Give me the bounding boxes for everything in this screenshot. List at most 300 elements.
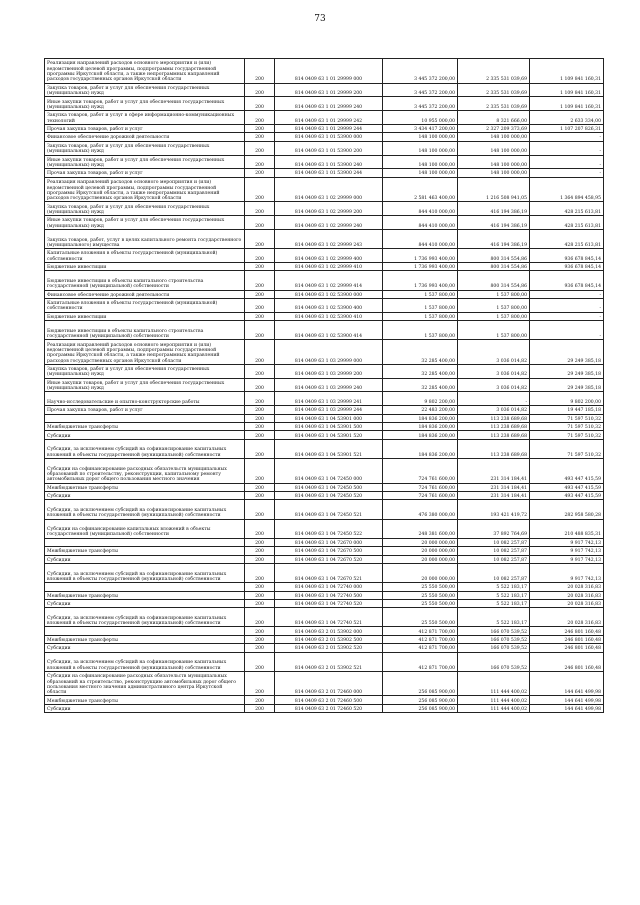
- row-code-cell: 814 0409 63 1 04 53901 520: [275, 431, 383, 439]
- row-executed-cell: 416 194 386,19: [458, 216, 530, 230]
- row-approved-cell: 3 445 372 200,00: [383, 59, 458, 84]
- row-approved-cell: 148 100 000,00: [383, 133, 458, 141]
- row-executed-cell: 148 100 000,00: [458, 141, 530, 155]
- row-approved-cell: 1 537 800,00: [383, 290, 458, 298]
- row-remaining-cell: 493 447 415,59: [530, 459, 604, 484]
- row-grbs-cell: 200: [245, 591, 275, 599]
- table-row: [45, 406, 604, 414]
- table-row: [45, 83, 604, 97]
- row-grbs-cell: 200: [245, 439, 275, 458]
- row-grbs-cell: 200: [245, 321, 275, 340]
- row-name-cell: Реализация направлений расходов основного мероприятия и (или) ведомственной целевой программы, подпрограммы государственной программы Иркутской области, а также непрограммных направлений расходов государственных органов Иркутской области: [45, 177, 245, 202]
- row-remaining-cell: 246 801 160,48: [530, 627, 604, 635]
- row-code-cell: 814 0409 63 1 02 53900 410: [275, 312, 383, 320]
- row-code-cell: 814 0409 63 1 04 72450 500: [275, 483, 383, 491]
- row-executed-cell: 5 522 183,17: [458, 599, 530, 607]
- row-grbs-cell: 200: [245, 124, 275, 132]
- row-name-cell: Субсидии: [45, 704, 245, 712]
- row-name-cell: Финансовое обеспечение дорожной деятельности: [45, 133, 245, 141]
- row-code-cell: 814 0409 63 1 02 29999 400: [275, 249, 383, 263]
- row-executed-cell: 10 082 257,87: [458, 563, 530, 582]
- row-name-cell: Закупка товаров, работ и услуг для обеспечения государственных (муниципальных) нужд: [45, 141, 245, 155]
- row-executed-cell: 193 421 419,72: [458, 500, 530, 519]
- row-grbs-cell: 200: [245, 704, 275, 712]
- row-executed-cell: 166 070 539,52: [458, 652, 530, 671]
- row-code-cell: 814 0409 63 1 01 53900 200: [275, 141, 383, 155]
- row-remaining-cell: 20 028 316,83: [530, 608, 604, 627]
- row-code-cell: 814 0409 63 1 04 72450 000: [275, 459, 383, 484]
- row-name-cell: Субсидии на софинансирование капитальных вложений в объекты государственной (муниципальной) собственности: [45, 519, 245, 538]
- row-remaining-cell: 282 958 580,28: [530, 500, 604, 519]
- row-code-cell: 814 0409 63 1 04 72740 520: [275, 599, 383, 607]
- row-approved-cell: 1 736 993 400,00: [383, 249, 458, 263]
- row-code-cell: 814 0409 63 1 04 72450 520: [275, 491, 383, 499]
- row-approved-cell: 256 085 900,00: [383, 696, 458, 704]
- row-remaining-cell: 246 801 160,48: [530, 644, 604, 652]
- row-name-cell: Закупка товаров, работ, услуг в целях капитального ремонта государственного (муниципального) имущества: [45, 229, 245, 248]
- table-row: [45, 671, 604, 696]
- row-executed-cell: 113 238 689,68: [458, 439, 530, 458]
- row-grbs-cell: 200: [245, 364, 275, 378]
- table-row: [45, 563, 604, 582]
- row-approved-cell: 22 483 200,00: [383, 406, 458, 414]
- row-executed-cell: 5 522 183,17: [458, 608, 530, 627]
- row-executed-cell: 3 036 014,82: [458, 340, 530, 365]
- row-executed-cell: 5 522 183,17: [458, 591, 530, 599]
- table-row: [45, 249, 604, 263]
- row-executed-cell: 1 537 800,00: [458, 321, 530, 340]
- table-row: [45, 644, 604, 652]
- row-name-cell: Бюджетные инвестиции в объекты капитального строительства государственной (муниципальной) собственности: [45, 321, 245, 340]
- row-executed-cell: 231 314 184,41: [458, 483, 530, 491]
- row-grbs-cell: 200: [245, 423, 275, 431]
- row-remaining-cell: 19 447 185,18: [530, 406, 604, 414]
- row-approved-cell: 25 550 500,00: [383, 608, 458, 627]
- row-code-cell: 814 0409 63 1 01 29999 240: [275, 97, 383, 111]
- row-approved-cell: 412 871 700,00: [383, 627, 458, 635]
- row-code-cell: 814 0409 63 1 01 53900 244: [275, 169, 383, 177]
- row-approved-cell: 412 871 700,00: [383, 652, 458, 671]
- row-code-cell: 814 0409 63 2 01 53902 000: [275, 627, 383, 635]
- row-executed-cell: 416 194 386,19: [458, 202, 530, 216]
- row-code-cell: 814 0409 63 1 04 53901 521: [275, 439, 383, 458]
- row-code-cell: 814 0409 63 1 04 72740 000: [275, 583, 383, 591]
- row-remaining-cell: 144 641 499,98: [530, 696, 604, 704]
- table-row: [45, 608, 604, 627]
- row-approved-cell: 724 761 600,00: [383, 459, 458, 484]
- row-code-cell: 814 0409 63 2 01 72460 500: [275, 696, 383, 704]
- row-code-cell: 814 0409 63 1 02 29999 410: [275, 262, 383, 270]
- table-row: [45, 439, 604, 458]
- row-approved-cell: 412 871 700,00: [383, 644, 458, 652]
- row-remaining-cell: 1 107 207 826,31: [530, 124, 604, 132]
- row-approved-cell: 25 550 500,00: [383, 599, 458, 607]
- row-approved-cell: 32 285 400,00: [383, 378, 458, 392]
- table-row: [45, 216, 604, 230]
- row-name-cell: Иные закупки товаров, работ и услуг для обеспечения государственных (муниципальных) нужд: [45, 216, 245, 230]
- row-approved-cell: 148 100 000,00: [383, 169, 458, 177]
- row-grbs-cell: 200: [245, 97, 275, 111]
- row-executed-cell: 113 238 689,68: [458, 431, 530, 439]
- table-row: [45, 519, 604, 538]
- row-grbs-cell: 200: [245, 229, 275, 248]
- row-remaining-cell: 1 109 841 160,31: [530, 59, 604, 84]
- row-approved-cell: 476 380 000,00: [383, 500, 458, 519]
- row-grbs-cell: 200: [245, 249, 275, 263]
- row-remaining-cell: 9 917 742,13: [530, 563, 604, 582]
- row-remaining-cell: 71 597 510,32: [530, 431, 604, 439]
- page-number: 73: [314, 14, 326, 24]
- table-row: [45, 340, 604, 365]
- row-name-cell: Субсидии, за исключением субсидий на софинансирование капитальных вложений в объекты государственной (муниципальной) собственности: [45, 563, 245, 582]
- row-name-cell: Межбюджетные трансферты: [45, 423, 245, 431]
- row-remaining-cell: 9 917 742,13: [530, 538, 604, 546]
- row-remaining-cell: 428 215 613,81: [530, 229, 604, 248]
- row-name-cell: Межбюджетные трансферты: [45, 547, 245, 555]
- row-code-cell: 814 0409 63 1 02 53900 000: [275, 290, 383, 298]
- table-row: [45, 500, 604, 519]
- row-executed-cell: -: [458, 392, 530, 406]
- row-executed-cell: 113 238 689,68: [458, 423, 530, 431]
- row-remaining-cell: 29 249 385,18: [530, 378, 604, 392]
- row-remaining-cell: 9 917 742,13: [530, 555, 604, 563]
- row-remaining-cell: -: [530, 298, 604, 312]
- row-remaining-cell: 1 109 841 160,31: [530, 83, 604, 97]
- table-row: [45, 155, 604, 169]
- row-code-cell: 814 0409 63 1 02 29999 200: [275, 202, 383, 216]
- row-approved-cell: 25 550 500,00: [383, 591, 458, 599]
- table-row: [45, 59, 604, 84]
- table-row: [45, 483, 604, 491]
- table-row: [45, 169, 604, 177]
- row-approved-cell: 256 085 900,00: [383, 671, 458, 696]
- row-grbs-cell: 200: [245, 519, 275, 538]
- row-remaining-cell: 29 249 385,18: [530, 364, 604, 378]
- table-row: [45, 177, 604, 202]
- row-name-cell: Иные закупки товаров, работ и услуг для обеспечения государственных (муниципальных) нужд: [45, 378, 245, 392]
- row-executed-cell: 3 036 014,82: [458, 378, 530, 392]
- row-code-cell: 814 0409 63 1 04 72670 000: [275, 538, 383, 546]
- row-approved-cell: 20 000 000,00: [383, 555, 458, 563]
- table-row: [45, 321, 604, 340]
- row-remaining-cell: 246 801 160,48: [530, 635, 604, 643]
- row-grbs-cell: 200: [245, 59, 275, 84]
- row-remaining-cell: 1 109 841 160,31: [530, 97, 604, 111]
- row-executed-cell: 148 100 000,00: [458, 155, 530, 169]
- row-name-cell: [45, 583, 245, 591]
- row-grbs-cell: 200: [245, 133, 275, 141]
- row-name-cell: Субсидии, за исключением субсидий на софинансирование капитальных вложений в объекты государственной (муниципальной) собственности: [45, 500, 245, 519]
- row-name-cell: Прочая закупка товаров, работ и услуг: [45, 406, 245, 414]
- row-code-cell: 814 0409 63 1 02 53900 414: [275, 321, 383, 340]
- row-executed-cell: 2 327 209 373,69: [458, 124, 530, 132]
- row-executed-cell: 1 537 800,00: [458, 298, 530, 312]
- row-code-cell: 814 0409 63 1 04 72740 500: [275, 591, 383, 599]
- table-row: [45, 627, 604, 635]
- row-approved-cell: 2 581 463 400,00: [383, 177, 458, 202]
- table-row: [45, 312, 604, 320]
- row-remaining-cell: -: [530, 321, 604, 340]
- row-grbs-cell: 200: [245, 414, 275, 422]
- row-approved-cell: 148 100 000,00: [383, 155, 458, 169]
- row-name-cell: Бюджетные инвестиции: [45, 312, 245, 320]
- row-executed-cell: 37 892 764,69: [458, 519, 530, 538]
- row-executed-cell: 231 314 184,41: [458, 491, 530, 499]
- row-code-cell: 814 0409 63 2 01 72460 520: [275, 704, 383, 712]
- row-grbs-cell: 200: [245, 500, 275, 519]
- row-name-cell: Субсидии, за исключением субсидий на софинансирование капитальных вложений в объекты государственной (муниципальной) собственности: [45, 608, 245, 627]
- row-name-cell: Субсидии, за исключением субсидий на софинансирование капитальных вложений в объекты государственной (муниципальной) собственности: [45, 652, 245, 671]
- row-approved-cell: 32 285 400,00: [383, 340, 458, 365]
- row-approved-cell: 724 761 600,00: [383, 491, 458, 499]
- row-name-cell: [45, 538, 245, 546]
- table-row: [45, 392, 604, 406]
- row-grbs-cell: 200: [245, 491, 275, 499]
- row-code-cell: 814 0409 63 1 02 29999 414: [275, 271, 383, 290]
- row-remaining-cell: 428 215 613,81: [530, 202, 604, 216]
- row-approved-cell: 844 410 000,00: [383, 202, 458, 216]
- row-grbs-cell: 200: [245, 608, 275, 627]
- row-code-cell: 814 0409 63 1 02 29999 000: [275, 177, 383, 202]
- row-grbs-cell: 200: [245, 83, 275, 97]
- row-grbs-cell: 200: [245, 671, 275, 696]
- row-name-cell: Прочая закупка товаров, работ и услуг: [45, 169, 245, 177]
- row-approved-cell: 20 000 000,00: [383, 563, 458, 582]
- row-executed-cell: 10 082 257,87: [458, 547, 530, 555]
- row-grbs-cell: 200: [245, 216, 275, 230]
- row-name-cell: Прочая закупка товаров, работ и услуг: [45, 124, 245, 132]
- table-row: [45, 133, 604, 141]
- row-remaining-cell: 9 802 200,00: [530, 392, 604, 406]
- row-approved-cell: 184 836 200,00: [383, 414, 458, 422]
- row-code-cell: 814 0409 63 1 04 72670 521: [275, 563, 383, 582]
- row-grbs-cell: 200: [245, 141, 275, 155]
- row-grbs-cell: 200: [245, 431, 275, 439]
- row-remaining-cell: 71 597 510,32: [530, 439, 604, 458]
- row-name-cell: Бюджетные инвестиции: [45, 262, 245, 270]
- table-row: [45, 111, 604, 125]
- row-code-cell: 814 0409 63 1 01 53900 000: [275, 133, 383, 141]
- row-approved-cell: 184 836 200,00: [383, 431, 458, 439]
- row-name-cell: Субсидии, за исключением субсидий на софинансирование капитальных вложений в объекты государственной (муниципальной) собственности: [45, 439, 245, 458]
- row-remaining-cell: 936 678 845,14: [530, 271, 604, 290]
- row-grbs-cell: 200: [245, 262, 275, 270]
- row-executed-cell: 111 444 400,02: [458, 696, 530, 704]
- row-grbs-cell: 200: [245, 406, 275, 414]
- row-grbs-cell: 200: [245, 202, 275, 216]
- row-grbs-cell: 200: [245, 459, 275, 484]
- row-executed-cell: 5 522 183,17: [458, 583, 530, 591]
- row-remaining-cell: 20 028 316,83: [530, 599, 604, 607]
- row-name-cell: Субсидии: [45, 644, 245, 652]
- table-row: [45, 141, 604, 155]
- row-remaining-cell: 936 678 845,14: [530, 249, 604, 263]
- row-executed-cell: 800 314 554,86: [458, 262, 530, 270]
- row-name-cell: Субсидии: [45, 491, 245, 499]
- row-code-cell: 814 0409 63 1 02 29999 240: [275, 216, 383, 230]
- row-approved-cell: 9 802 200,00: [383, 392, 458, 406]
- row-executed-cell: 148 100 000,00: [458, 169, 530, 177]
- row-name-cell: Закупка товаров, работ и услуг для обеспечения государственных (муниципальных) нужд: [45, 202, 245, 216]
- row-name-cell: Субсидии на софинансирование расходных обязательств муниципальных образований на строительство, реконструкцию автомобильных дорог общего пользования местного значения административного центра Иркутской области: [45, 671, 245, 696]
- row-grbs-cell: 200: [245, 155, 275, 169]
- row-approved-cell: 20 000 000,00: [383, 538, 458, 546]
- row-approved-cell: 184 836 200,00: [383, 423, 458, 431]
- row-name-cell: Реализация направлений расходов основного мероприятия и (или) ведомственной целевой программы, подпрограммы государственной программы Иркутской области, а также непрограммных направлений расходов государственных органов Иркутской области: [45, 59, 245, 84]
- row-executed-cell: 111 444 400,02: [458, 704, 530, 712]
- row-grbs-cell: 200: [245, 312, 275, 320]
- row-remaining-cell: -: [530, 141, 604, 155]
- row-approved-cell: 844 410 000,00: [383, 229, 458, 248]
- row-code-cell: 814 0409 63 1 04 72740 521: [275, 608, 383, 627]
- row-code-cell: 814 0409 63 1 03 29999 200: [275, 364, 383, 378]
- row-name-cell: Субсидии на софинансирование расходных обязательств муниципальных образований по строительству, реконструкции, капитальному ремонту автомобильных дорог общего пользования местного значения: [45, 459, 245, 484]
- row-name-cell: Межбюджетные трансферты: [45, 635, 245, 643]
- row-code-cell: 814 0409 63 1 03 29999 241: [275, 392, 383, 406]
- row-grbs-cell: 200: [245, 290, 275, 298]
- row-approved-cell: 1 537 800,00: [383, 321, 458, 340]
- row-code-cell: 814 0409 63 1 02 53900 400: [275, 298, 383, 312]
- row-code-cell: 814 0409 63 2 01 72460 000: [275, 671, 383, 696]
- row-approved-cell: 184 836 200,00: [383, 439, 458, 458]
- row-grbs-cell: 200: [245, 547, 275, 555]
- row-approved-cell: 20 000 000,00: [383, 547, 458, 555]
- table-row: [45, 652, 604, 671]
- row-grbs-cell: 200: [245, 169, 275, 177]
- row-name-cell: Иные закупки товаров, работ и услуг для обеспечения государственных (муниципальных) нужд: [45, 97, 245, 111]
- row-executed-cell: 231 314 184,41: [458, 459, 530, 484]
- row-code-cell: 814 0409 63 1 04 53901 000: [275, 414, 383, 422]
- row-approved-cell: 1 736 993 400,00: [383, 262, 458, 270]
- row-code-cell: 814 0409 63 1 03 29999 240: [275, 378, 383, 392]
- row-remaining-cell: 9 917 742,13: [530, 547, 604, 555]
- row-executed-cell: 166 070 539,52: [458, 635, 530, 643]
- table-row: [45, 423, 604, 431]
- row-name-cell: Межбюджетные трансферты: [45, 591, 245, 599]
- row-remaining-cell: -: [530, 290, 604, 298]
- row-name-cell: Бюджетные инвестиции в объекты капитального строительства государственной (муниципальной) собственности: [45, 271, 245, 290]
- row-grbs-cell: 200: [245, 177, 275, 202]
- row-executed-cell: 800 314 554,86: [458, 249, 530, 263]
- row-remaining-cell: -: [530, 312, 604, 320]
- table-row: [45, 538, 604, 546]
- row-executed-cell: 113 238 689,68: [458, 414, 530, 422]
- row-approved-cell: 256 085 900,00: [383, 704, 458, 712]
- row-executed-cell: 2 335 531 039,69: [458, 59, 530, 84]
- row-grbs-cell: 200: [245, 340, 275, 365]
- row-name-cell: Субсидии: [45, 555, 245, 563]
- row-remaining-cell: 2 633 334,00: [530, 111, 604, 125]
- table-row: [45, 696, 604, 704]
- row-executed-cell: 800 314 554,86: [458, 271, 530, 290]
- budget-execution-table: [44, 58, 604, 713]
- row-code-cell: 814 0409 63 2 01 53902 500: [275, 635, 383, 643]
- row-code-cell: 814 0409 63 1 01 53900 240: [275, 155, 383, 169]
- row-approved-cell: 724 761 600,00: [383, 483, 458, 491]
- row-executed-cell: 1 216 508 941,05: [458, 177, 530, 202]
- row-remaining-cell: 71 597 510,32: [530, 414, 604, 422]
- row-grbs-cell: 200: [245, 627, 275, 635]
- row-approved-cell: 1 537 800,00: [383, 312, 458, 320]
- row-grbs-cell: 200: [245, 635, 275, 643]
- table-row: [45, 298, 604, 312]
- row-code-cell: 814 0409 63 1 04 72670 500: [275, 547, 383, 555]
- table-row: [45, 364, 604, 378]
- row-code-cell: 814 0409 63 1 04 72450 522: [275, 519, 383, 538]
- row-approved-cell: 3 445 372 200,00: [383, 97, 458, 111]
- row-grbs-cell: 200: [245, 599, 275, 607]
- row-executed-cell: 166 070 539,52: [458, 627, 530, 635]
- row-name-cell: Закупка товаров, работ и услуг в сфере информационно-коммуникационных технологий: [45, 111, 245, 125]
- table-row: [45, 591, 604, 599]
- row-executed-cell: 166 070 539,52: [458, 644, 530, 652]
- table-row: [45, 378, 604, 392]
- row-approved-cell: 32 285 400,00: [383, 364, 458, 378]
- row-approved-cell: 25 550 500,00: [383, 583, 458, 591]
- row-code-cell: 814 0409 63 1 04 53901 500: [275, 423, 383, 431]
- row-approved-cell: 248 381 600,00: [383, 519, 458, 538]
- table-row: [45, 229, 604, 248]
- row-executed-cell: 1 537 800,00: [458, 312, 530, 320]
- row-name-cell: Межбюджетные трансферты: [45, 696, 245, 704]
- row-name-cell: [45, 414, 245, 422]
- row-remaining-cell: 493 447 415,59: [530, 483, 604, 491]
- table-row: [45, 599, 604, 607]
- row-code-cell: 814 0409 63 1 01 29999 242: [275, 111, 383, 125]
- row-grbs-cell: 200: [245, 563, 275, 582]
- row-executed-cell: 111 444 400,02: [458, 671, 530, 696]
- row-remaining-cell: 144 641 499,98: [530, 704, 604, 712]
- row-name-cell: Капитальные вложения в объекты государственной (муниципальной) собственности: [45, 249, 245, 263]
- row-remaining-cell: 20 028 316,83: [530, 591, 604, 599]
- row-executed-cell: 1 537 800,00: [458, 290, 530, 298]
- table-row: [45, 547, 604, 555]
- row-remaining-cell: 71 597 510,32: [530, 423, 604, 431]
- row-remaining-cell: -: [530, 133, 604, 141]
- row-approved-cell: 412 871 700,00: [383, 635, 458, 643]
- row-code-cell: 814 0409 63 1 04 72670 520: [275, 555, 383, 563]
- row-approved-cell: 10 955 000,00: [383, 111, 458, 125]
- row-name-cell: [45, 627, 245, 635]
- row-code-cell: 814 0409 63 1 01 29999 200: [275, 83, 383, 97]
- row-name-cell: Капитальные вложения в объекты государственной (муниципальной) собственности: [45, 298, 245, 312]
- row-grbs-cell: 200: [245, 378, 275, 392]
- table-row: [45, 290, 604, 298]
- row-grbs-cell: 200: [245, 696, 275, 704]
- row-executed-cell: 10 082 257,87: [458, 555, 530, 563]
- row-code-cell: 814 0409 63 1 02 29999 243: [275, 229, 383, 248]
- row-remaining-cell: 144 641 499,98: [530, 671, 604, 696]
- row-approved-cell: 1 537 800,00: [383, 298, 458, 312]
- row-executed-cell: 2 335 531 039,69: [458, 83, 530, 97]
- row-approved-cell: 3 445 372 200,00: [383, 83, 458, 97]
- row-remaining-cell: 936 678 845,14: [530, 262, 604, 270]
- row-name-cell: Субсидии: [45, 431, 245, 439]
- table-row: [45, 459, 604, 484]
- table-row: [45, 262, 604, 270]
- row-grbs-cell: 200: [245, 644, 275, 652]
- row-executed-cell: 3 036 014,82: [458, 364, 530, 378]
- row-grbs-cell: 200: [245, 111, 275, 125]
- row-executed-cell: 2 335 531 039,69: [458, 97, 530, 111]
- row-executed-cell: 10 082 257,87: [458, 538, 530, 546]
- row-executed-cell: 416 194 386,19: [458, 229, 530, 248]
- table-row: [45, 491, 604, 499]
- row-code-cell: 814 0409 63 2 01 53902 520: [275, 644, 383, 652]
- table-row: [45, 414, 604, 422]
- row-executed-cell: 8 321 666,00: [458, 111, 530, 125]
- table-row: [45, 271, 604, 290]
